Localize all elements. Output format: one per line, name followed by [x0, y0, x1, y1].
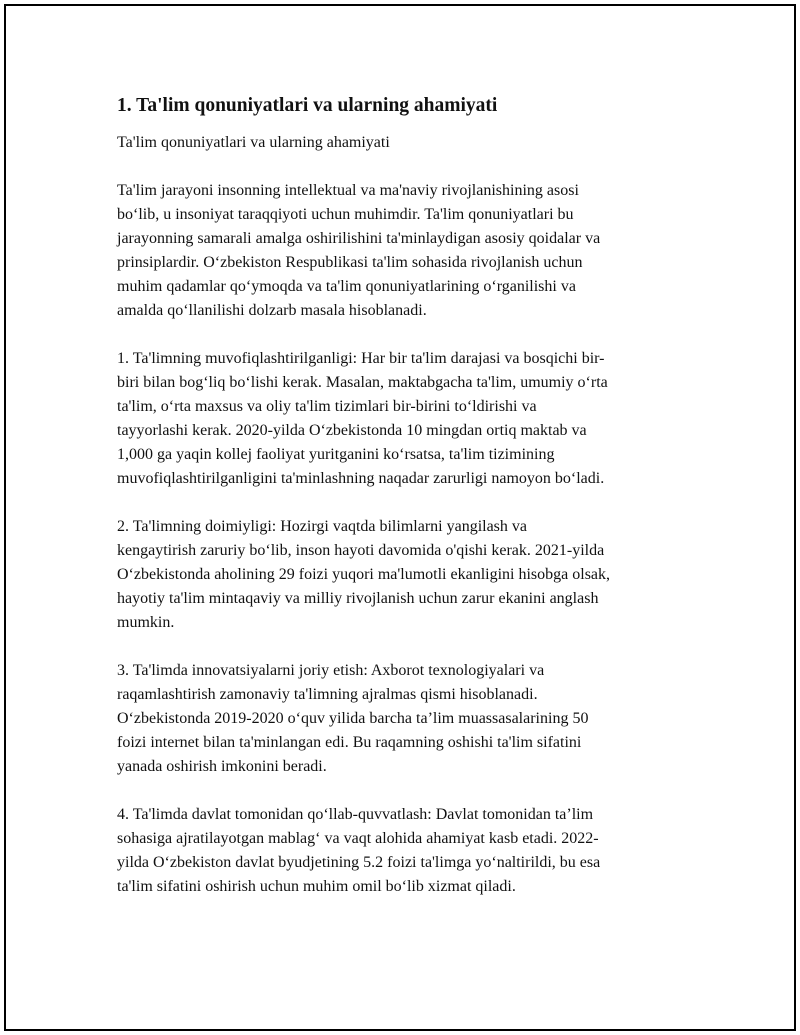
text-line: mumkin. — [117, 614, 175, 631]
text-line: ta'lim, o‘rta maxsus va oliy ta'lim tizimlari bir-birini to‘ldirishi va — [117, 398, 537, 415]
text-line: kengaytirish zaruriy bo‘lib, inson hayoti davomida o'qishi kerak. 2021-yilda — [117, 542, 605, 559]
section-heading: 1. Ta'lim qonuniyatlari va ularning ahamiyati — [117, 95, 498, 116]
text-line: 2. Ta'limning doimiyligi: Hozirgi vaqtda bilimlarni yangilash va — [117, 518, 528, 535]
text-line: Ta'lim jarayoni insonning intellektual va ma'naviy rivojlanishining asosi — [117, 182, 579, 199]
text-line: amalda qo‘llanilishi dolzarb masala hisoblanadi. — [117, 302, 427, 319]
text-line: yanada oshirish imkonini beradi. — [117, 758, 327, 775]
text-line: 3. Ta'limda innovatsiyalarni joriy etish: Axborot texnologiyalari va — [117, 662, 545, 679]
text-line: O‘zbekistonda aholining 29 foizi yuqori ma'lumotli ekanligini hisobga olsak, — [117, 566, 611, 583]
text-line: foizi internet bilan ta'minlangan edi. Bu raqamning oshishi ta'lim sifatini — [117, 734, 582, 751]
document-body — [117, 93, 687, 923]
text-line: yilda O‘zbekiston davlat byudjetining 5.2 foizi ta'limga yo‘naltirildi, bu esa — [117, 854, 601, 871]
text-line: bo‘lib, u insoniyat taraqqiyoti uchun muhimdir. Ta'lim qonuniyatlari bu — [117, 206, 574, 223]
section-subtitle: Ta'lim qonuniyatlari va ularning ahamiyati — [117, 134, 390, 151]
text-line: 4. Ta'limda davlat tomonidan qo‘llab-quvvatlash: Davlat tomonidan ta’lim — [117, 806, 594, 823]
text-line: 1. Ta'limning muvofiqlashtirilganligi: Har bir ta'lim darajasi va bosqichi bir- — [117, 350, 605, 367]
paragraph-point-4 — [117, 803, 687, 899]
text-line: 1,000 ga yaqin kollej faoliyat yuritganini ko‘rsatsa, ta'lim tizimining — [117, 446, 555, 463]
paragraph-intro — [117, 179, 687, 323]
text-line: muhim qadamlar qo‘ymoqda va ta'lim qonuniyatlarining o‘rganilishi va — [117, 278, 576, 295]
text-line: ta'lim sifatini oshirish uchun muhim omil bo‘lib xizmat qiladi. — [117, 878, 516, 895]
text-line: biri bilan bog‘liq bo‘lishi kerak. Masalan, maktabgacha ta'lim, umumiy o‘rta — [117, 374, 608, 391]
text-line: muvofiqlashtirilganligini ta'minlashning naqadar zarurligi namoyon bo‘ladi. — [117, 470, 605, 487]
text-line: jarayonning samarali amalga oshirilishini ta'minlaydigan asosiy qoidalar va — [117, 230, 601, 247]
text-line: hayotiy ta'lim mintaqaviy va milliy rivojlanish uchun zarur ekanini anglash — [117, 590, 599, 607]
paragraph-point-3 — [117, 659, 687, 779]
text-line: O‘zbekistonda 2019-2020 o‘quv yilida barcha ta’lim muassasalarining 50 — [117, 710, 589, 727]
paragraph-point-1 — [117, 347, 687, 491]
text-line: tayyorlashi kerak. 2020-yilda O‘zbekistonda 10 mingdan ortiq maktab va — [117, 422, 587, 439]
text-line: sohasiga ajratilayotgan mablag‘ va vaqt alohida ahamiyat kasb etadi. 2022- — [117, 830, 599, 847]
paragraph-point-2 — [117, 515, 687, 635]
text-line: prinsiplardir. O‘zbekiston Respublikasi ta'lim sohasida rivojlanish uchun — [117, 254, 583, 271]
text-line: raqamlashtirish zamonaviy ta'limning ajralmas qismi hisoblanadi. — [117, 686, 538, 703]
